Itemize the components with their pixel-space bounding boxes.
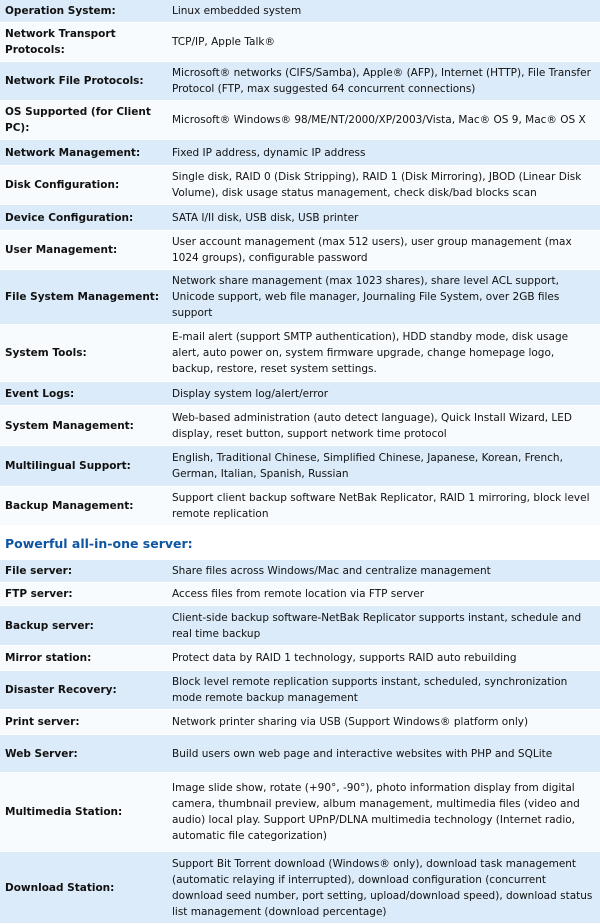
specs-row: [0, 270, 600, 325]
row-label: Device Configuration:: [0, 205, 167, 231]
servers-row: [0, 583, 600, 606]
row-label: File server:: [0, 560, 167, 583]
servers-row: [0, 560, 600, 583]
specs-row: [0, 62, 600, 101]
row-value: TCP/IP, Apple Talk®: [167, 23, 600, 62]
specs-row: [0, 406, 600, 446]
specs-row: [0, 231, 600, 270]
specs-row: [0, 487, 600, 526]
specs-row: [0, 325, 600, 382]
specs-row: [0, 205, 600, 231]
row-value: Network printer sharing via USB (Support Windows® platform only): [167, 710, 600, 735]
row-label: Backup server:: [0, 606, 167, 646]
row-label: Download Station:: [0, 852, 167, 924]
row-value: English, Traditional Chinese, Simplified Chinese, Japanese, Korean, French, German, Italian, Spanish, Russian: [167, 446, 600, 487]
row-value: Protect data by RAID 1 technology, supports RAID auto rebuilding: [167, 646, 600, 671]
row-value: Access files from remote location via FTP server: [167, 583, 600, 606]
row-label: OS Supported (for Client PC):: [0, 101, 167, 140]
specs-row: [0, 382, 600, 406]
row-value: Block level remote replication supports instant, scheduled, synchronization mode remote backup management: [167, 671, 600, 710]
servers-row: [0, 710, 600, 735]
section-title-row: [0, 526, 600, 560]
row-value: Web-based administration (auto detect language), Quick Install Wizard, LED display, reset button, support network time protocol: [167, 406, 600, 446]
row-value: SATA I/II disk, USB disk, USB printer: [167, 205, 600, 231]
row-value: Network share management (max 1023 shares), share level ACL support, Unicode support, web file manager, Journaling File System, over 2GB files support: [167, 270, 600, 325]
row-label: Mirror station:: [0, 646, 167, 671]
servers-row: [0, 773, 600, 852]
row-label: Network File Protocols:: [0, 62, 167, 101]
row-value: E-mail alert (support SMTP authentication), HDD standby mode, disk usage alert, auto power on, system firmware upgrade, change homepage logo, backup, restore, reset system settings.: [167, 325, 600, 382]
row-label: Event Logs:: [0, 382, 167, 406]
specs-row: [0, 446, 600, 487]
specs-row: [0, 140, 600, 166]
row-value: Client-side backup software-NetBak Replicator supports instant, schedule and real time backup: [167, 606, 600, 646]
servers-row: [0, 735, 600, 773]
row-value: User account management (max 512 users), user group management (max 1024 groups), configurable password: [167, 231, 600, 270]
row-value: Share files across Windows/Mac and centralize management: [167, 560, 600, 583]
row-value: Fixed IP address, dynamic IP address: [167, 140, 600, 166]
row-value: Microsoft® networks (CIFS/Samba), Apple® (AFP), Internet (HTTP), File Transfer Protocol (FTP, max suggested 64 concurrent connections): [167, 62, 600, 101]
row-label: Backup Management:: [0, 487, 167, 526]
row-label: Multimedia Station:: [0, 773, 167, 852]
row-label: Disaster Recovery:: [0, 671, 167, 710]
row-label: Disk Configuration:: [0, 166, 167, 205]
section-title: Powerful all-in-one server:: [0, 526, 600, 560]
row-label: Print server:: [0, 710, 167, 735]
servers-row: [0, 852, 600, 924]
row-label: Network Transport Protocols:: [0, 23, 167, 62]
section-header: [0, 526, 600, 560]
row-label: Network Management:: [0, 140, 167, 166]
servers-row: [0, 671, 600, 710]
row-value: Support client backup software NetBak Replicator, RAID 1 mirroring, block level remote replication: [167, 487, 600, 526]
row-label: Operation System:: [0, 0, 167, 23]
servers-body: [0, 560, 600, 924]
row-value: Single disk, RAID 0 (Disk Stripping), RAID 1 (Disk Mirroring), JBOD (Linear Disk Volume), disk usage status management, check disk/bad blocks scan: [167, 166, 600, 205]
row-value: Display system log/alert/error: [167, 382, 600, 406]
row-value: Microsoft® Windows® 98/ME/NT/2000/XP/2003/Vista, Mac® OS 9, Mac® OS X: [167, 101, 600, 140]
row-value: Build users own web page and interactive websites with PHP and SQLite: [167, 735, 600, 773]
row-value: Linux embedded system: [167, 0, 600, 23]
specs-row: [0, 0, 600, 23]
specs-row: [0, 23, 600, 62]
row-label: FTP server:: [0, 583, 167, 606]
row-value: Support Bit Torrent download (Windows® only), download task management (automatic relaying if interrupted), download configuration (concurrent download seed number, port setting, upload/download speed), download status list management (download percentage): [167, 852, 600, 924]
specs-row: [0, 166, 600, 205]
servers-row: [0, 646, 600, 671]
row-label: System Management:: [0, 406, 167, 446]
row-label: Multilingual Support:: [0, 446, 167, 487]
row-label: Web Server:: [0, 735, 167, 773]
row-label: System Tools:: [0, 325, 167, 382]
row-value: Image slide show, rotate (+90°, -90°), photo information display from digital camera, thumbnail preview, album management, multimedia files (video and audio) local play. Support UPnP/DLNA multimedia technology (Internet radio, automatic file categorization): [167, 773, 600, 852]
row-label: User Management:: [0, 231, 167, 270]
specs-row: [0, 101, 600, 140]
row-label: File System Management:: [0, 270, 167, 325]
servers-row: [0, 606, 600, 646]
